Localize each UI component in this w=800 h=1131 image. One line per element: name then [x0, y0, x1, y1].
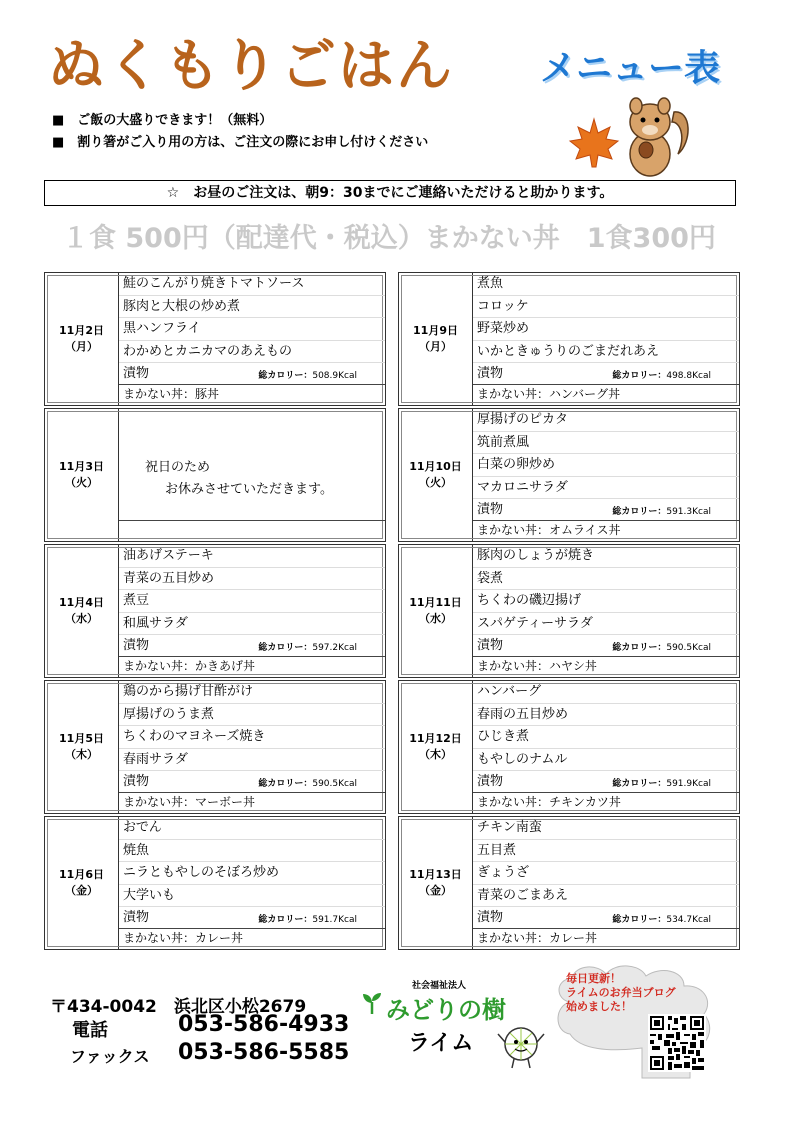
makanai-value: かきあげ丼 — [195, 659, 256, 673]
calorie-value: 591.7Kcal — [312, 915, 357, 925]
menu-item: 和風サラダ — [119, 613, 385, 636]
calorie-value: 597.2Kcal — [312, 643, 357, 653]
date-cell — [399, 409, 473, 541]
makanai-row — [473, 656, 739, 675]
weekday: （水） — [65, 612, 98, 625]
makanai-row — [473, 792, 739, 811]
weekday: （木） — [65, 748, 98, 761]
fax-label: ファックス — [70, 1047, 150, 1066]
menu-item: 煮豆 — [119, 590, 385, 613]
calorie-info — [258, 912, 357, 925]
makanai-row — [119, 792, 385, 811]
menu-items — [473, 681, 739, 813]
org-name: みどりの樹 — [386, 996, 506, 1024]
menu-item: 豚肉と大根の炒め煮 — [119, 296, 385, 319]
calorie-info — [612, 640, 711, 653]
day-card — [398, 816, 740, 950]
menu-item: 袋煮 — [473, 568, 739, 591]
menu-item: 豚肉のしょうが焼き — [473, 545, 739, 568]
makanai-row — [119, 656, 385, 675]
note-chopsticks: ■ 割り箸がご入り用の方は、ご注文の際にお申し付けください — [52, 135, 429, 150]
calorie-label: 総カロリー： — [258, 779, 313, 789]
date: 11月13日 — [409, 868, 462, 881]
makanai-value: カレー丼 — [549, 931, 598, 945]
calorie-label: 総カロリー： — [258, 915, 313, 925]
menu-item: 厚揚げのうま煮 — [119, 704, 385, 727]
holiday-text — [119, 409, 385, 501]
makanai-label: まかない丼： — [477, 795, 550, 809]
menu-item: 焼魚 — [119, 840, 385, 863]
menu-subtitle: メニュー表 — [540, 48, 721, 89]
menu-item: もやしのナムル — [473, 749, 739, 772]
notes — [52, 110, 428, 154]
menu-item: ちくわのマヨネーズ焼き — [119, 726, 385, 749]
menu-item: いかときゅうりのごまだれあえ — [473, 341, 739, 364]
date-cell — [45, 817, 119, 949]
makanai-label: まかない丼： — [477, 659, 550, 673]
calorie-label: 総カロリー： — [612, 371, 667, 381]
tel-number: 053-586-4933 — [178, 1012, 350, 1037]
calorie-label: 総カロリー： — [612, 779, 667, 789]
menu-item: 漬物 — [123, 774, 150, 789]
calorie-label: 総カロリー： — [612, 915, 667, 925]
menu-item: ぎょうざ — [473, 862, 739, 885]
holiday-line-1: 祝日のため — [145, 460, 211, 475]
makanai-value: 豚丼 — [195, 387, 220, 401]
menu-item: 漬物 — [123, 366, 150, 381]
weekday: （火） — [65, 476, 98, 489]
page-title: ぬくもりごはん — [48, 33, 454, 99]
date: 11月3日 — [59, 460, 104, 473]
lime-mascot-icon — [496, 1022, 546, 1076]
blog-announcement — [566, 972, 676, 1014]
makanai-row-empty — [119, 520, 385, 539]
blog-line-2: ライムのお弁当ブログ — [566, 986, 676, 999]
calorie-info — [258, 640, 357, 653]
date-cell — [45, 681, 119, 813]
menu-items — [473, 273, 739, 405]
note-large-rice: ■ ご飯の大盛りできます！（無料） — [52, 113, 273, 128]
weekday: （金） — [65, 884, 98, 897]
makanai-value: カレー丼 — [195, 931, 244, 945]
weekday: （火） — [419, 476, 452, 489]
calorie-label: 総カロリー： — [612, 507, 667, 517]
makanai-row — [119, 928, 385, 947]
menu-item: ハンバーグ — [473, 681, 739, 704]
address: 〒434-0042 浜北区小松2679 — [50, 997, 307, 1017]
day-card — [398, 408, 740, 542]
weekday: （月） — [65, 340, 98, 353]
calorie-label: 総カロリー： — [258, 371, 313, 381]
menu-item: 厚揚げのピカタ — [473, 409, 739, 432]
menu-item: ちくわの磯辺揚げ — [473, 590, 739, 613]
date-cell — [399, 817, 473, 949]
menu-item: マカロニサラダ — [473, 477, 739, 500]
day-card — [44, 408, 386, 542]
makanai-value: オムライス丼 — [549, 523, 621, 537]
menu-items — [473, 409, 739, 541]
menu-column-right — [398, 272, 740, 952]
menu-item: 大学いも — [119, 885, 385, 908]
menu-item: 漬物 — [477, 638, 504, 653]
menu-item: 青菜の五目炒め — [119, 568, 385, 591]
makanai-label: まかない丼： — [477, 523, 550, 537]
menu-item: チキン南蛮 — [473, 817, 739, 840]
makanai-value: チキンカツ丼 — [549, 795, 621, 809]
date-cell — [399, 681, 473, 813]
menu-item: ひじき煮 — [473, 726, 739, 749]
makanai-value: ハンバーグ丼 — [549, 387, 621, 401]
makanai-row — [473, 384, 739, 403]
menu-items — [119, 273, 385, 405]
sprout-icon — [362, 992, 382, 1014]
fax-number: 053-586-5585 — [178, 1040, 350, 1065]
squirrel-icon — [616, 92, 692, 178]
menu-item: 筑前煮風 — [473, 432, 739, 455]
weekday: （水） — [419, 612, 452, 625]
menu-item: 黒ハンフライ — [119, 318, 385, 341]
calorie-value: 591.3Kcal — [666, 507, 711, 517]
facility-name: ライム — [408, 1031, 474, 1056]
menu-item: 鶏のから揚げ甘酢がけ — [119, 681, 385, 704]
day-card — [398, 544, 740, 678]
menu-item: 漬物 — [477, 910, 504, 925]
date-cell — [45, 273, 119, 405]
menu-item: 漬物 — [477, 774, 504, 789]
menu-item: わかめとカニカマのあえもの — [119, 341, 385, 364]
makanai-row — [119, 384, 385, 403]
date: 11月6日 — [59, 868, 104, 881]
date: 11月10日 — [409, 460, 462, 473]
price-line: １食 500円（配達代・税込）まかない丼 1食300円 — [62, 223, 716, 254]
blog-line-3: 始めました！ — [566, 1000, 632, 1013]
calorie-value: 590.5Kcal — [312, 779, 357, 789]
day-card — [44, 544, 386, 678]
menu-items — [473, 817, 739, 949]
makanai-label: まかない丼： — [123, 931, 196, 945]
calorie-info — [258, 368, 357, 381]
menu-item: 青菜のごまあえ — [473, 885, 739, 908]
weekday: （木） — [419, 748, 452, 761]
holiday-notice — [119, 409, 385, 541]
date-cell — [45, 409, 119, 541]
calorie-info — [258, 776, 357, 789]
qr-code-icon[interactable] — [648, 1014, 706, 1072]
menu-items — [119, 545, 385, 677]
blog-line-1: 毎日更新！ — [566, 972, 621, 985]
calorie-info — [612, 912, 711, 925]
makanai-row — [473, 520, 739, 539]
menu-item: 漬物 — [123, 910, 150, 925]
menu-item: スパゲティーサラダ — [473, 613, 739, 636]
menu-item: おでん — [119, 817, 385, 840]
makanai-label: まかない丼： — [477, 387, 550, 401]
org-type: 社会福祉法人 — [412, 981, 467, 991]
calorie-info — [612, 776, 711, 789]
menu-item: 春雨の五目炒め — [473, 704, 739, 727]
menu-item: 漬物 — [477, 366, 504, 381]
makanai-row — [473, 928, 739, 947]
weekday: （金） — [419, 884, 452, 897]
calorie-value: 590.5Kcal — [666, 643, 711, 653]
menu-items — [473, 545, 739, 677]
menu-item: 煮魚 — [473, 273, 739, 296]
calorie-info — [612, 504, 711, 517]
day-card — [398, 680, 740, 814]
makanai-label: まかない丼： — [477, 931, 550, 945]
makanai-value: ハヤシ丼 — [549, 659, 597, 673]
menu-item: 漬物 — [477, 502, 504, 517]
maple-leaf-icon — [566, 115, 622, 171]
calorie-info — [612, 368, 711, 381]
menu-items — [119, 681, 385, 813]
order-notice: ☆ お昼のご注文は、朝9：30までにご連絡いただけると助かります。 — [44, 180, 736, 206]
menu-item: ニラともやしのそぼろ炒め — [119, 862, 385, 885]
day-card — [44, 816, 386, 950]
calorie-value: 508.9Kcal — [312, 371, 357, 381]
day-card — [44, 272, 386, 406]
date-cell — [399, 273, 473, 405]
menu-item: 白菜の卵炒め — [473, 454, 739, 477]
holiday-line-2: お休みさせていただきます。 — [165, 482, 333, 497]
day-card — [44, 680, 386, 814]
date: 11月9日 — [413, 324, 458, 337]
calorie-label: 総カロリー： — [612, 643, 667, 653]
calorie-value: 534.7Kcal — [666, 915, 711, 925]
date: 11月11日 — [409, 596, 462, 609]
makanai-value: マーボー丼 — [195, 795, 256, 809]
date: 11月12日 — [409, 732, 462, 745]
menu-item: コロッケ — [473, 296, 739, 319]
tel-label: 電話 — [72, 1020, 108, 1041]
date-cell — [399, 545, 473, 677]
calorie-label: 総カロリー： — [258, 643, 313, 653]
menu-item: 春雨サラダ — [119, 749, 385, 772]
makanai-label: まかない丼： — [123, 795, 196, 809]
menu-item: 漬物 — [123, 638, 150, 653]
date: 11月4日 — [59, 596, 104, 609]
weekday: （月） — [419, 340, 452, 353]
menu-items — [119, 817, 385, 949]
menu-item: 野菜炒め — [473, 318, 739, 341]
date-cell — [45, 545, 119, 677]
date: 11月2日 — [59, 324, 104, 337]
makanai-label: まかない丼： — [123, 659, 196, 673]
menu-item: 鮭のこんがり焼きトマトソース — [119, 273, 385, 296]
menu-item: 五目煮 — [473, 840, 739, 863]
calorie-value: 498.8Kcal — [666, 371, 711, 381]
date: 11月5日 — [59, 732, 104, 745]
calorie-value: 591.9Kcal — [666, 779, 711, 789]
makanai-label: まかない丼： — [123, 387, 196, 401]
menu-column-left — [44, 272, 386, 952]
day-card — [398, 272, 740, 406]
menu-item: 油あげステーキ — [119, 545, 385, 568]
